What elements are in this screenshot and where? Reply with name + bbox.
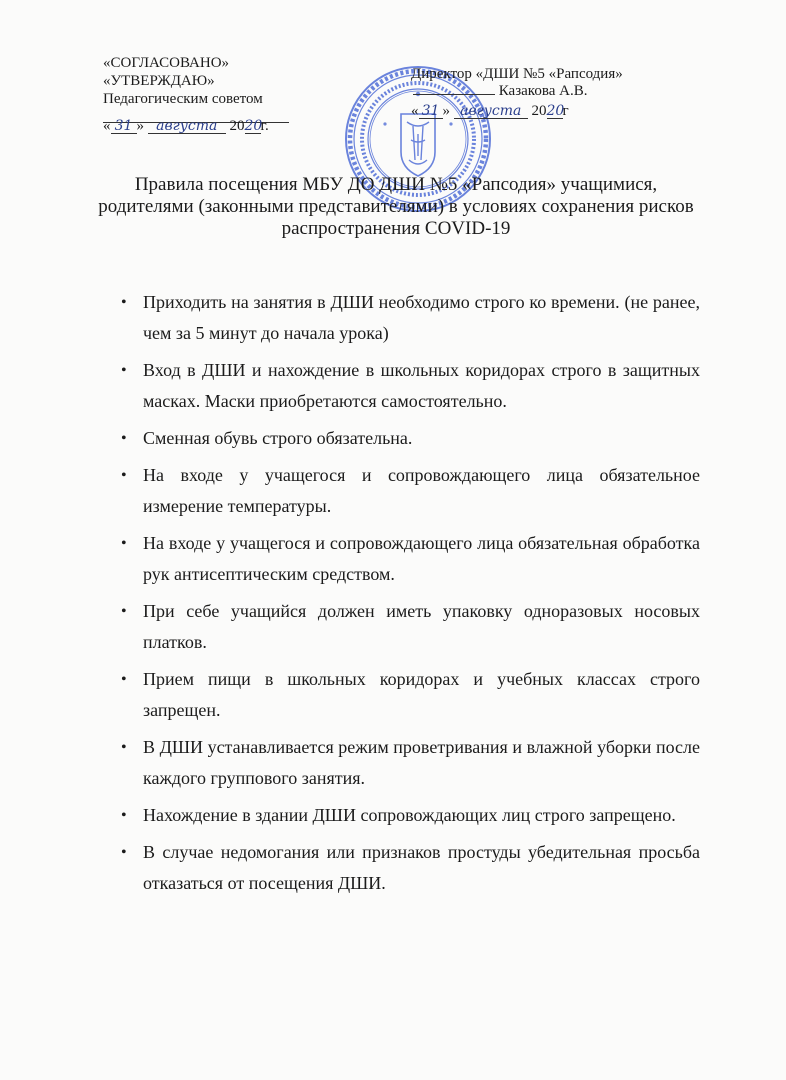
date-year-end: г. (260, 118, 269, 134)
rule-text: На входе у учащегося и сопровождающего лица обязательное измерение температуры. (143, 465, 700, 516)
document-title: Правила посещения МБУ ДО ДШИ №5 «Рапсодия» учащимися, родителями (законными представителями) в условиях сохранения рисков распространения COVID-19 (98, 174, 694, 239)
date-quote-open: « (103, 118, 111, 134)
rule-text: Нахождение в здании ДШИ сопровождающих лиц строго запрещено. (143, 805, 676, 825)
rule-text: На входе у учащегося и сопровождающего лица обязательная обработка рук антисептическим средством. (143, 533, 700, 584)
date-year-prefix: 20 (229, 118, 245, 134)
list-item (117, 287, 700, 349)
rule-text: В ДШИ устанавливается режим проветривания и влажной уборки после каждого группового занятия. (143, 737, 700, 788)
list-item (117, 355, 700, 417)
rule-text: Сменная обувь строго обязательна. (143, 428, 413, 448)
approval-block-left (103, 54, 289, 135)
date-year-suffix: 20 (546, 103, 565, 119)
rules-list (117, 287, 700, 905)
bullet-icon: • (121, 535, 127, 552)
bullet-icon: • (121, 294, 127, 311)
date-year-suffix: 20 (244, 118, 263, 134)
approval-date-right (411, 102, 623, 120)
bullet-icon: • (121, 467, 127, 484)
rule-text: Приходить на занятия в ДШИ необходимо строго ко времени. (не ранее, чем за 5 минут до начала урока) (143, 292, 700, 343)
approval-date-left (103, 117, 289, 135)
list-item (117, 596, 700, 658)
rule-text: При себе учащийся должен иметь упаковку одноразовых носовых платков. (143, 601, 700, 652)
director-name-row (411, 83, 623, 100)
list-item (117, 460, 700, 522)
bullet-icon: • (121, 807, 127, 824)
director-title: Директор «ДШИ №5 «Рапсодия» (411, 66, 623, 82)
bullet-icon: • (121, 739, 127, 756)
date-quote-open: « (411, 103, 419, 119)
list-item (117, 800, 700, 831)
date-year-end: г (562, 103, 569, 119)
list-item (117, 528, 700, 590)
date-quote-close: » (442, 103, 450, 119)
list-item (117, 732, 700, 794)
rule-text: Прием пищи в школьных коридорах и учебных классах строго запрещен. (143, 669, 700, 720)
approval-council-label: Педагогическим советом (103, 91, 263, 107)
date-day: 31 (419, 104, 443, 119)
list-item (117, 664, 700, 726)
list-item (117, 837, 700, 899)
director-name: Казакова А.В. (498, 83, 588, 99)
approval-approved-label: «УТВЕРЖДАЮ» (103, 73, 215, 89)
date-month: августа (148, 119, 226, 134)
bullet-icon: • (121, 362, 127, 379)
date-quote-close: » (136, 118, 144, 134)
list-item (117, 423, 700, 454)
bullet-icon: • (121, 844, 127, 861)
director-signature-line (413, 94, 495, 95)
bullet-icon: • (121, 603, 127, 620)
bullet-icon: • (121, 671, 127, 688)
approval-agreed-label: «СОГЛАСОВАНО» (103, 55, 230, 71)
date-month: августа (454, 104, 528, 119)
rule-text: Вход в ДШИ и нахождение в школьных коридорах строго в защитных масках. Маски приобретаются самостоятельно. (143, 360, 700, 411)
approval-block-right (411, 66, 623, 120)
rule-text: В случае недомогания или признаков простуды убедительная просьба отказаться от посещения ДШИ. (143, 842, 700, 893)
date-year-prefix: 20 (531, 103, 547, 119)
date-day: 31 (111, 119, 137, 134)
bullet-icon: • (121, 430, 127, 447)
